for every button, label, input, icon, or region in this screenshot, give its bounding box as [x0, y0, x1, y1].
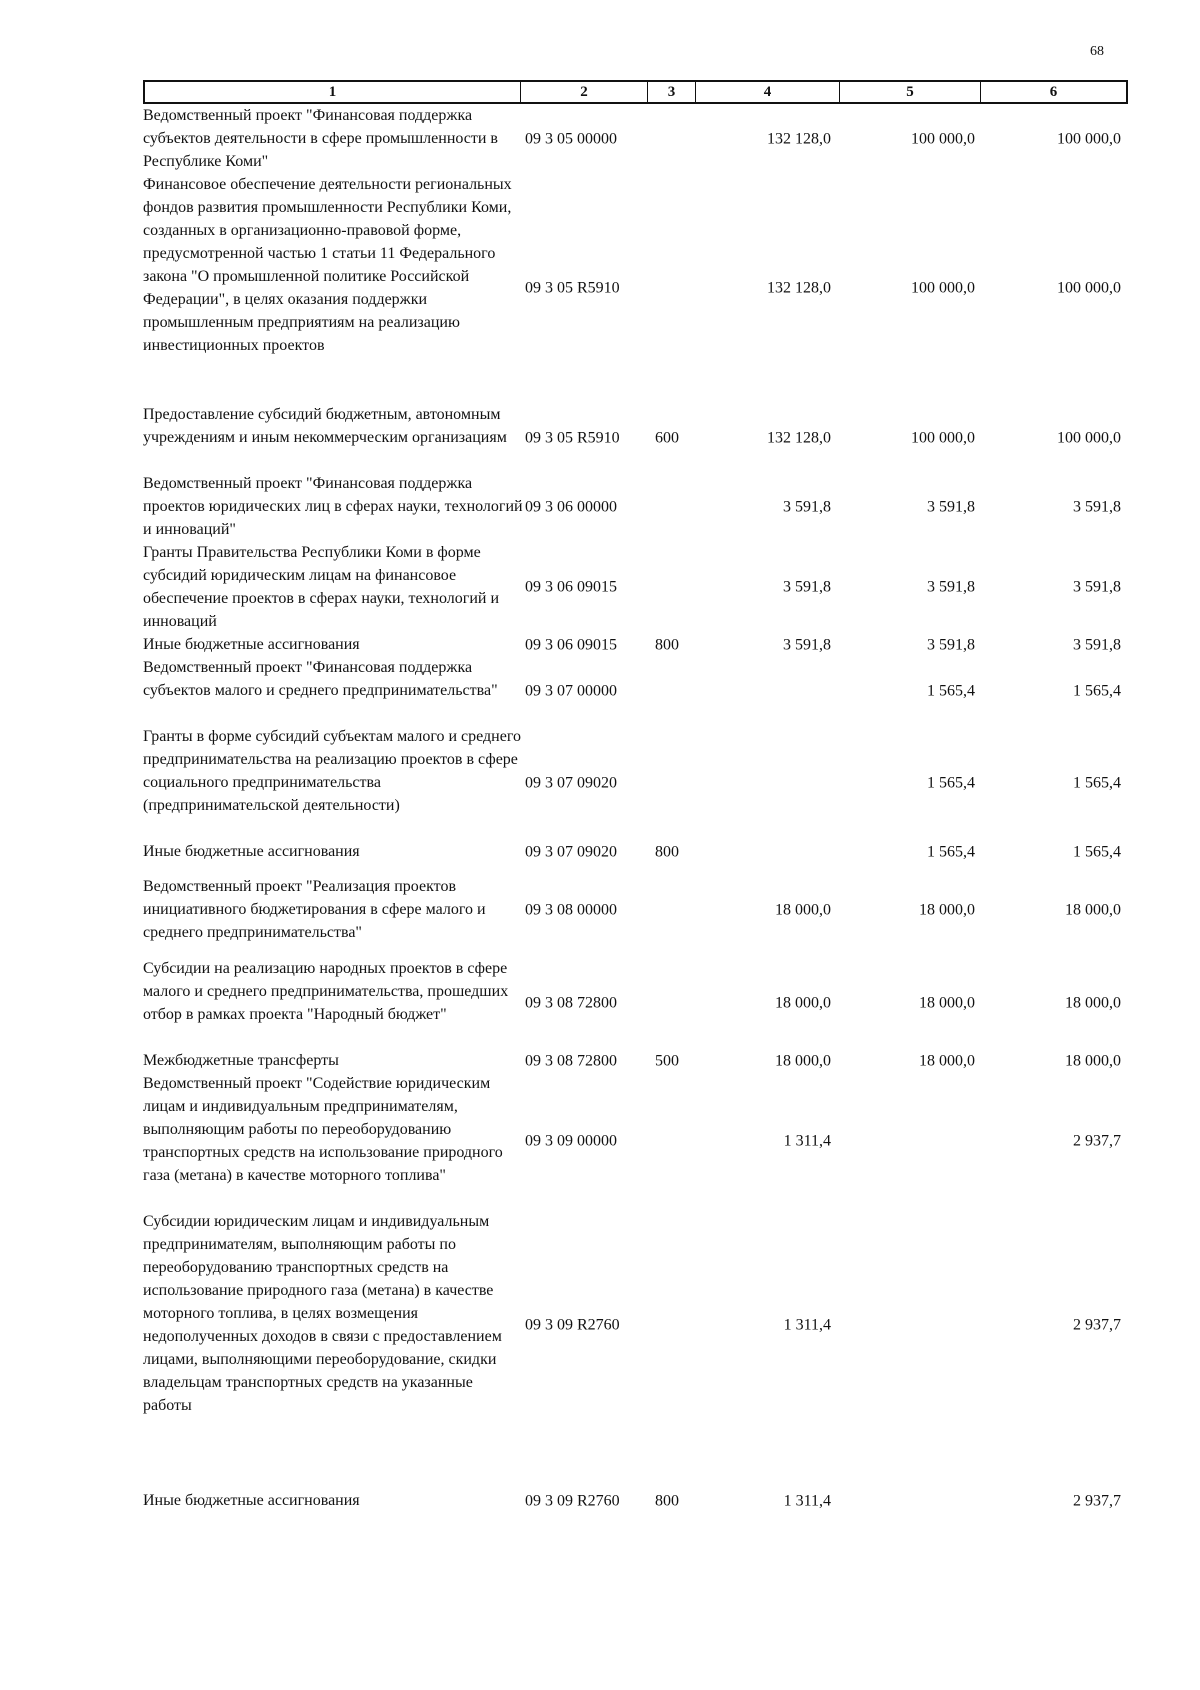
row-value-6: 100 000,0 — [1057, 429, 1121, 446]
header-col-5: 5 — [840, 82, 981, 102]
row-name: Ведомственный проект "Реализация проектов инициативного бюджетирования в сфере малого и среднего предпринимательства" — [143, 878, 486, 941]
header-col-2: 2 — [521, 82, 648, 102]
table-row — [143, 957, 1128, 1049]
table-row — [143, 1210, 1128, 1440]
table-row — [143, 656, 1128, 725]
row-value-5: 100 000,0 — [911, 130, 975, 147]
row-name: Ведомственный проект "Финансовая поддержка субъектов деятельности в сфере промышленности в Республике Коми" — [143, 107, 498, 170]
row-value-4: 3 591,8 — [783, 498, 831, 515]
table-row — [143, 541, 1128, 633]
row-code: 09 3 09 R2760 — [525, 1316, 620, 1334]
row-code: 09 3 09 00000 — [525, 1132, 617, 1150]
row-value-4: 132 128,0 — [767, 429, 831, 446]
table-row — [143, 1049, 1128, 1072]
table-header — [143, 80, 1128, 104]
table-row — [143, 472, 1128, 541]
page-number: 68 — [1090, 44, 1104, 59]
row-code: 09 3 06 09015 — [525, 578, 617, 596]
row-value-6: 3 591,8 — [1073, 578, 1121, 596]
row-value-5: 3 591,8 — [927, 498, 975, 515]
row-value-6: 2 937,7 — [1073, 1316, 1121, 1334]
row-value-5: 1 565,4 — [927, 774, 975, 791]
row-code: 09 3 08 72800 — [525, 994, 617, 1012]
row-name: Иные бюджетные ассигнования — [143, 1492, 360, 1509]
row-name: Субсидии на реализацию народных проектов в сфере малого и среднего предпринимательства, прошедших отбор в рамках проекта "Народный бюджет" — [143, 960, 509, 1023]
table-row — [143, 875, 1128, 944]
row-value-4: 1 311,4 — [783, 1492, 831, 1509]
row-code: 09 3 05 R5910 — [525, 279, 620, 297]
row-value-6: 1 565,4 — [1073, 774, 1121, 791]
row-name: Ведомственный проект "Содействие юридическим лицам и индивидуальным предпринимателям, выполняющим работы по переоборудованию транспортных средств на использование природного газа (метана) в качестве моторного топлива" — [143, 1075, 503, 1184]
row-name: Финансовое обеспечение деятельности региональных фондов развития промышленности Республики Коми, созданных в организационно-правовой форме, предусмотренной частью 1 статьи 11 Федерального закона "О промышленной политике Российской Федерации", в целях оказания поддержки промышленным предприятиям на реализацию инвестиционных проектов — [143, 176, 512, 354]
row-value-6: 18 000,0 — [1065, 994, 1121, 1012]
row-value-5: 18 000,0 — [919, 994, 975, 1012]
header-col-6: 6 — [1049, 83, 1058, 100]
row-value-4: 18 000,0 — [775, 1052, 831, 1069]
row-value-6: 18 000,0 — [1065, 901, 1121, 918]
row-value-4: 132 128,0 — [767, 130, 831, 147]
row-code: 09 3 08 72800 — [525, 1052, 617, 1069]
row-name: Иные бюджетные ассигнования — [143, 843, 360, 860]
row-value-6: 3 591,8 — [1073, 636, 1121, 653]
row-value-5: 100 000,0 — [911, 279, 975, 297]
row-code: 09 3 06 09015 — [525, 636, 617, 653]
row-value-5: 18 000,0 — [919, 1052, 975, 1069]
table-row — [143, 725, 1128, 840]
row-value-5: 1 565,4 — [927, 843, 975, 860]
row-code: 09 3 06 00000 — [525, 498, 617, 515]
row-code: 09 3 07 00000 — [525, 682, 617, 699]
table-row — [143, 403, 1128, 472]
row-code: 09 3 05 R5910 — [525, 429, 620, 446]
row-expense-type: 800 — [655, 1492, 679, 1509]
table-row — [143, 1489, 1128, 1512]
row-expense-type: 800 — [655, 636, 679, 653]
table-row — [143, 1072, 1128, 1210]
row-name: Иные бюджетные ассигнования — [143, 636, 360, 653]
row-value-6: 100 000,0 — [1057, 279, 1121, 297]
row-name: Гранты Правительства Республики Коми в форме субсидий юридическим лицам на финансовое обеспечение проектов в сферах науки, технологий и инноваций — [143, 544, 500, 630]
row-name: Межбюджетные трансферты — [143, 1052, 339, 1069]
row-expense-type: 500 — [655, 1052, 679, 1069]
row-name: Ведомственный проект "Финансовая поддержка субъектов малого и среднего предпринимательства" — [143, 659, 498, 699]
row-code: 09 3 07 09020 — [525, 774, 617, 791]
table-row — [143, 840, 1128, 863]
table-row — [143, 104, 1128, 173]
row-value-5: 100 000,0 — [911, 429, 975, 446]
row-value-4: 18 000,0 — [775, 901, 831, 918]
row-value-5: 1 565,4 — [927, 682, 975, 699]
table-row — [143, 173, 1128, 403]
row-value-4: 1 311,4 — [783, 1132, 831, 1150]
row-name: Субсидии юридическим лицам и индивидуальным предпринимателям, выполняющим работы по переоборудованию транспортных средств на использование природного газа (метана) в качестве моторного топлива, в целях возмещения недополученных доходов в связи с предоставлением лицами, выполняющими переоборудование, скидки владельцам транспортных средств на указанные работы — [143, 1213, 502, 1414]
row-value-5: 18 000,0 — [919, 901, 975, 918]
row-code: 09 3 05 00000 — [525, 130, 617, 147]
row-code: 09 3 07 09020 — [525, 843, 617, 860]
row-code: 09 3 09 R2760 — [525, 1492, 620, 1509]
row-value-4: 1 311,4 — [783, 1316, 831, 1334]
row-name: Ведомственный проект "Финансовая поддержка проектов юридических лиц в сферах науки, технологий и инноваций" — [143, 475, 523, 538]
row-value-6: 2 937,7 — [1073, 1132, 1121, 1150]
row-value-6: 100 000,0 — [1057, 130, 1121, 147]
row-value-5: 3 591,8 — [927, 636, 975, 653]
row-value-6: 18 000,0 — [1065, 1052, 1121, 1069]
row-value-4: 18 000,0 — [775, 994, 831, 1012]
table-row — [143, 633, 1128, 656]
row-value-4: 3 591,8 — [783, 636, 831, 653]
row-code: 09 3 08 00000 — [525, 901, 617, 918]
row-name: Предоставление субсидий бюджетным, автономным учреждениям и иным некоммерческим организациям — [143, 406, 507, 446]
header-col-3: 3 — [648, 82, 696, 102]
row-expense-type: 800 — [655, 843, 679, 860]
row-value-6: 3 591,8 — [1073, 498, 1121, 515]
row-value-4: 132 128,0 — [767, 279, 831, 297]
row-value-6: 1 565,4 — [1073, 682, 1121, 699]
row-value-5: 3 591,8 — [927, 578, 975, 596]
row-expense-type: 600 — [655, 429, 679, 446]
row-value-6: 2 937,7 — [1073, 1492, 1121, 1509]
header-col-4: 4 — [696, 82, 840, 102]
row-value-4: 3 591,8 — [783, 578, 831, 596]
header-col-1: 1 — [145, 82, 521, 102]
row-name: Гранты в форме субсидий субъектам малого и среднего предпринимательства на реализацию проектов в сфере социального предпринимательства (предпринимательской деятельности) — [143, 728, 522, 814]
row-value-6: 1 565,4 — [1073, 843, 1121, 860]
